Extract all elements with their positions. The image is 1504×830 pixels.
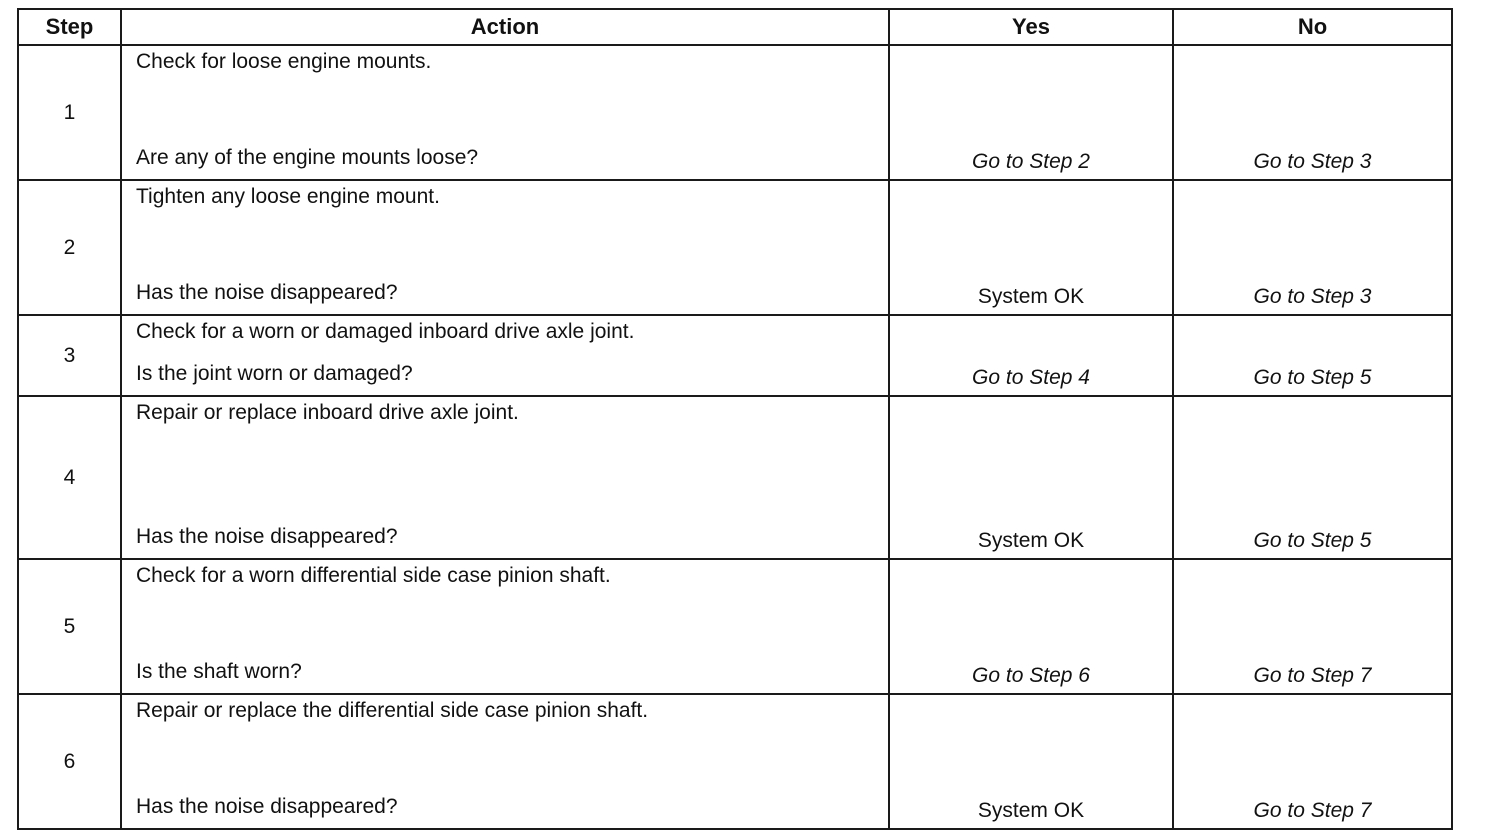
table-row (18, 180, 1452, 315)
yes-result: System OK (889, 180, 1173, 315)
action-check: Check for loose engine mounts. (136, 50, 432, 73)
yes-result: System OK (889, 694, 1173, 829)
step-number: 2 (18, 180, 121, 315)
action-question: Has the noise disappeared? (136, 795, 398, 818)
action-cell (121, 180, 889, 315)
yes-result: Go to Step 6 (889, 559, 1173, 694)
table-row (18, 315, 1452, 396)
action-cell (121, 559, 889, 694)
header-row (18, 9, 1452, 45)
step-number: 3 (18, 315, 121, 396)
action-question: Is the joint worn or damaged? (136, 362, 413, 385)
no-result: Go to Step 7 (1173, 559, 1452, 694)
no-result: Go to Step 7 (1173, 694, 1452, 829)
action-cell (121, 396, 889, 559)
table-row (18, 45, 1452, 180)
no-result: Go to Step 3 (1173, 45, 1452, 180)
action-cell (121, 45, 889, 180)
step-number: 1 (18, 45, 121, 180)
action-check: Check for a worn or damaged inboard drive axle joint. (136, 320, 635, 343)
action-cell (121, 315, 889, 396)
action-check: Repair or replace inboard drive axle joint. (136, 401, 519, 424)
header-action: Action (121, 9, 889, 45)
action-question: Is the shaft worn? (136, 660, 302, 683)
action-check: Check for a worn differential side case pinion shaft. (136, 564, 611, 587)
no-result: Go to Step 5 (1173, 396, 1452, 559)
table-row (18, 694, 1452, 829)
action-question: Has the noise disappeared? (136, 525, 398, 548)
action-check: Repair or replace the differential side case pinion shaft. (136, 699, 649, 722)
diagnostic-table (17, 8, 1453, 830)
yes-result: Go to Step 4 (889, 315, 1173, 396)
table-row (18, 559, 1452, 694)
table-row (18, 396, 1452, 559)
no-result: Go to Step 5 (1173, 315, 1452, 396)
yes-result: Go to Step 2 (889, 45, 1173, 180)
step-number: 4 (18, 396, 121, 559)
step-number: 5 (18, 559, 121, 694)
header-step: Step (18, 9, 121, 45)
step-number: 6 (18, 694, 121, 829)
action-question: Has the noise disappeared? (136, 281, 398, 304)
action-cell (121, 694, 889, 829)
header-yes: Yes (889, 9, 1173, 45)
header-no: No (1173, 9, 1452, 45)
action-question: Are any of the engine mounts loose? (136, 146, 479, 169)
no-result: Go to Step 3 (1173, 180, 1452, 315)
yes-result: System OK (889, 396, 1173, 559)
action-check: Tighten any loose engine mount. (136, 185, 440, 208)
